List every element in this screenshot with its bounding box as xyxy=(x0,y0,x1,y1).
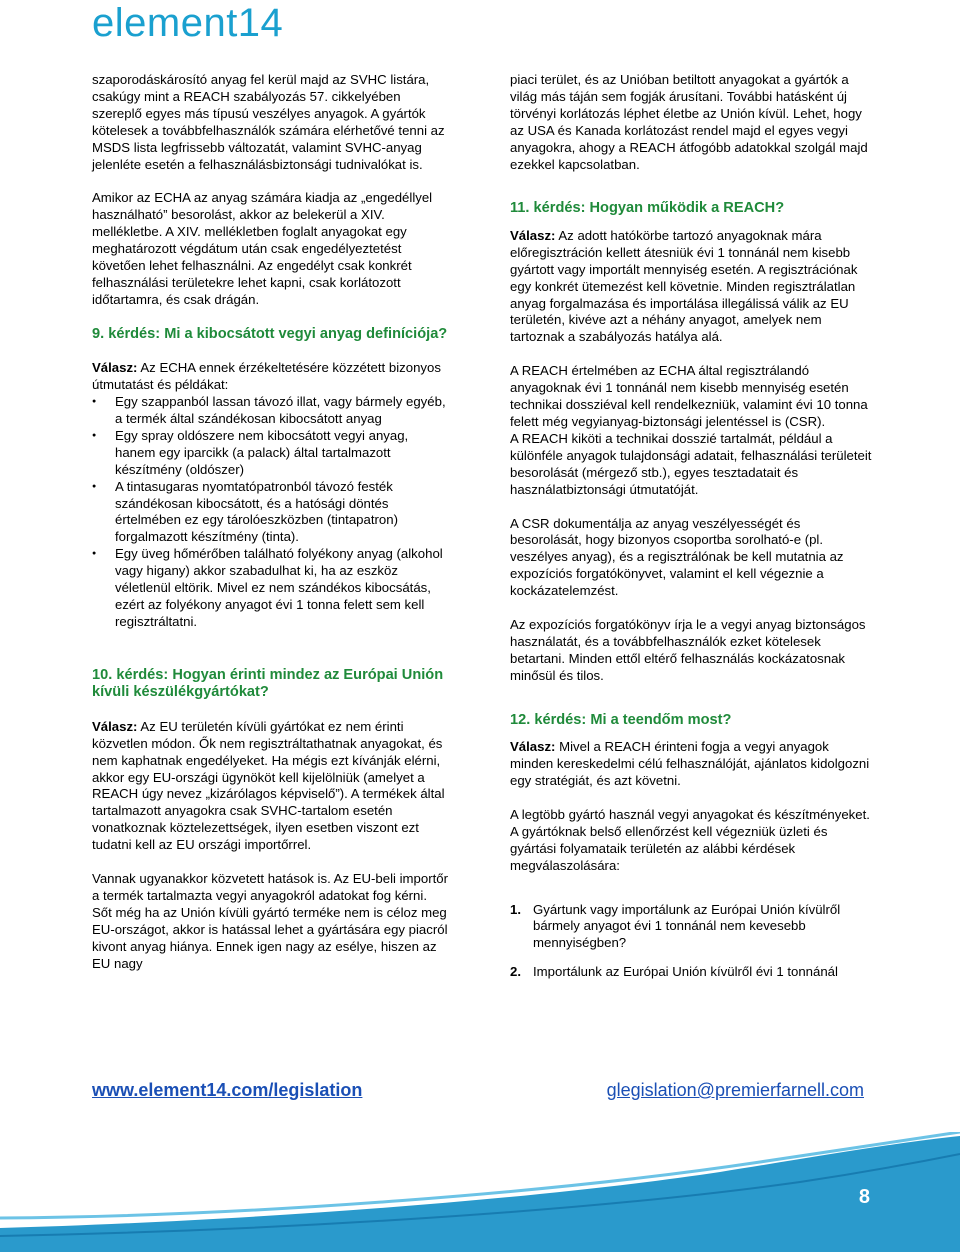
paragraph: A REACH kiköti a technikai dosszié tartalmát, például a különféle anyagok tulajdonsági adatait, felhasználási területeit besorolását (mérgező stb.), egyes tesztadatait és használatbiztonsági útmutatóját. xyxy=(510,430,872,497)
list-item xyxy=(510,964,872,981)
answer-text: Mivel a REACH érinteni fogja a vegyi anyagok minden kereskedelmi célú felhasználóját, ajánlatos kidolgozni egy stratégiát, és azt követni. xyxy=(510,739,870,788)
question-9-heading: 9. kérdés: Mi a kibocsátott vegyi anyag definíciója? xyxy=(92,325,448,342)
element14-logo: element14 xyxy=(92,1,284,45)
paragraph: Az expozíciós forgatókönyv írja le a vegyi anyag biztonságos használatát, és a továbbfelhasználók ezket kötelesek betartani. Minden ettől eltérő felhasználás kockázatosnak minősül és tilos. xyxy=(510,617,866,683)
list-text: Importálunk az Európai Unión kívülről évi 1 tonnánál xyxy=(533,964,838,980)
answer-9 xyxy=(92,360,448,394)
paragraph: A legtöbb gyártó használ vegyi anyagokat és készítményeket. A gyártóknak belső ellenőrzést kell végezniük üzleti és gyártási folyamataik területén az alábbi kérdések megválaszolására: xyxy=(510,806,870,873)
examples-list xyxy=(92,394,448,631)
answer-12 xyxy=(510,739,872,790)
answer-text: Az adott hatókörbe tartozó anyagoknak mára előregisztráción kellett átesniük évi 1 tonnánál nem kisebb gyártott vagy importált mennyiség esetén. A regisztrációnak egy konkrét ütemezést kell követnie. Minden regisztrálatlan anyag forgalmazása és importálása illegálissá válik az EU területén, kivéve azt a néhány anyagot, amelyek nem tartoznak a szabályozás hatálya alá. xyxy=(510,227,858,345)
question-12-heading: 12. kérdés: Mi a teendőm most? xyxy=(510,711,732,728)
right-column xyxy=(510,72,872,981)
list-item: ● Egy üveg hőmérőben található folyékony anyag (alkohol vagy higany) akkor szabadulhat ki, ha az eszköz véletlenül eltörik. Mivel ez nem szándékos kibocsátás, ezért az folyékony anyagot évi 1 tonna felett sem kell regisztráltatni. xyxy=(92,546,448,631)
footer-wave-decoration xyxy=(0,1132,960,1252)
paragraph: A REACH értelmében az ECHA által regisztrálandó anyagoknak évi 1 tonnánál nem kisebb mennyiség esetén technikai dossziéval kell rendelkezniük, valamint évi 10 tonna felett még vegyianyag-biztonsági jelentéssel is (CSR). xyxy=(510,363,868,429)
legislation-link[interactable]: www.element14.com/legislation xyxy=(92,1080,363,1100)
answer-label: Válasz: xyxy=(510,227,556,243)
email-link[interactable]: glegislation@premierfarnell.com xyxy=(606,1080,864,1100)
page-number: 8 xyxy=(858,1186,870,1208)
paragraph: szaporodáskárosító anyag fel kerül majd az SVHC listára, csakúgy mint a REACH szabályozás 57. cikkelyében szereplő egyes más típusú veszélyes anyagok. A gyártók kötelesek a továbbfelhasználók számára elérhetővé tenni az MSDS lista legfrissebb változatát, valamint SVHC-anyag jelenléte esetén a felhasználásbiztonsági tudnivalókat is. xyxy=(92,72,445,172)
answer-10 xyxy=(92,719,448,854)
list-item xyxy=(510,902,872,953)
paragraph: Amikor az ECHA az anyag számára kiadja az „engedéllyel használható” besorolást, akkor az belekerül a XIV. mellékletbe. A XIV. mellékletben foglalt anyagokat egy meghatározott végdátum után csak engedélyeztetést követően lehet felhasználni. Az engedélyt csak konkrét felhasználási területekre lehet kapni, csak korlátozott időtartamra, és csak drágán. xyxy=(92,190,433,307)
list-item: ● Egy spray oldószere nem kibocsátott vegyi anyag, hanem egy iparcikk (a palack) által tartalmazott készítmény (oldószer) xyxy=(92,428,448,479)
paragraph: A CSR dokumentálja az anyag veszélyességét és besorolását, hogy bizonyos csoportba sorolható-e (pl. veszélyes anyag), és a regisztrálónak be kell mutatnia az expozíciós forgatókönyvet, valamint el kell végeznie a kockázatelemzést. xyxy=(510,515,844,599)
question-11-heading: 11. kérdés: Hogyan működik a REACH? xyxy=(510,200,785,217)
answer-11 xyxy=(510,228,872,346)
list-item: ● A tintasugaras nyomtatópatronból távozó festék szándékosan kibocsátott, és a hatósági döntés értelmében ez egy tárolóeszközben (tintapatron) forgalmazott készítmény (tinta). xyxy=(92,479,448,547)
answer-label: Válasz: xyxy=(510,739,556,755)
paragraph: Vannak ugyanakkor közvetett hatások is. Az EU-beli importőr a termék tartalmazta vegyi anyagokról adatokat fog kérni. Sőt még ha az Unión kívüli gyártó terméke nem is céloz meg EU-országot, akkor is hatással lehet a gyártására egy piacról kivont anyag hiánya. Ennek igen nagy az esélye, hiszen az EU nagy xyxy=(92,871,448,971)
answer-label: Válasz: xyxy=(92,718,138,734)
answer-text: Az EU területén kívüli gyártókat ez nem érinti közvetlen módon. Ők nem regisztráltathatnak anyagokat, és nem kaphatnak engedélyeket. Ha mégis ezt kívánják elérni, akkor egy EU-országi ügynököt kell kijelölniük (amelyet a REACH úgy nevez „kizárólagos képviselő”). A termékek által tartalmazott anyagokra csak SVHC-tartalom esetén vonatkoznak köztelezettségek, ilyen esetben viszont ezt tudatni kell az EU országi importőrrel. xyxy=(92,718,445,853)
questions-list xyxy=(510,902,872,982)
list-number: 1. xyxy=(510,901,521,917)
answer-label: Válasz: xyxy=(92,360,138,376)
list-item: ● Egy szappanból lassan távozó illat, vagy bármely egyéb, a termék által szándékosan kibocsátott anyag xyxy=(92,394,448,428)
paragraph: piaci terület, és az Unióban betiltott anyagokat a gyártók a világ más táján sem fogják árusítani. További hatásként új törvényi korlátozás léphet életbe az Unión kívül. Lehet, hogy az USA és Kanada korlátozást rendel majd el egyes vegyi anyagokra, ahogy a REACH átfogóbb adatokkal szolgál majd ezekkel kapcsolatban. xyxy=(510,72,868,172)
list-number: 2. xyxy=(510,964,521,980)
list-text: Gyártunk vagy importálunk az Európai Unión kívülről bármely anyagot évi 1 tonnánál nem kevesebb mennyiségben? xyxy=(533,901,841,951)
question-10-heading: 10. kérdés: Hogyan érinti mindez az Európai Unión kívüli készülékgyártókat? xyxy=(92,666,444,701)
left-column xyxy=(92,72,448,972)
answer-text: Az ECHA ennek érzékeltetésére közzétett bizonyos útmutatást és példákat: xyxy=(92,360,441,393)
